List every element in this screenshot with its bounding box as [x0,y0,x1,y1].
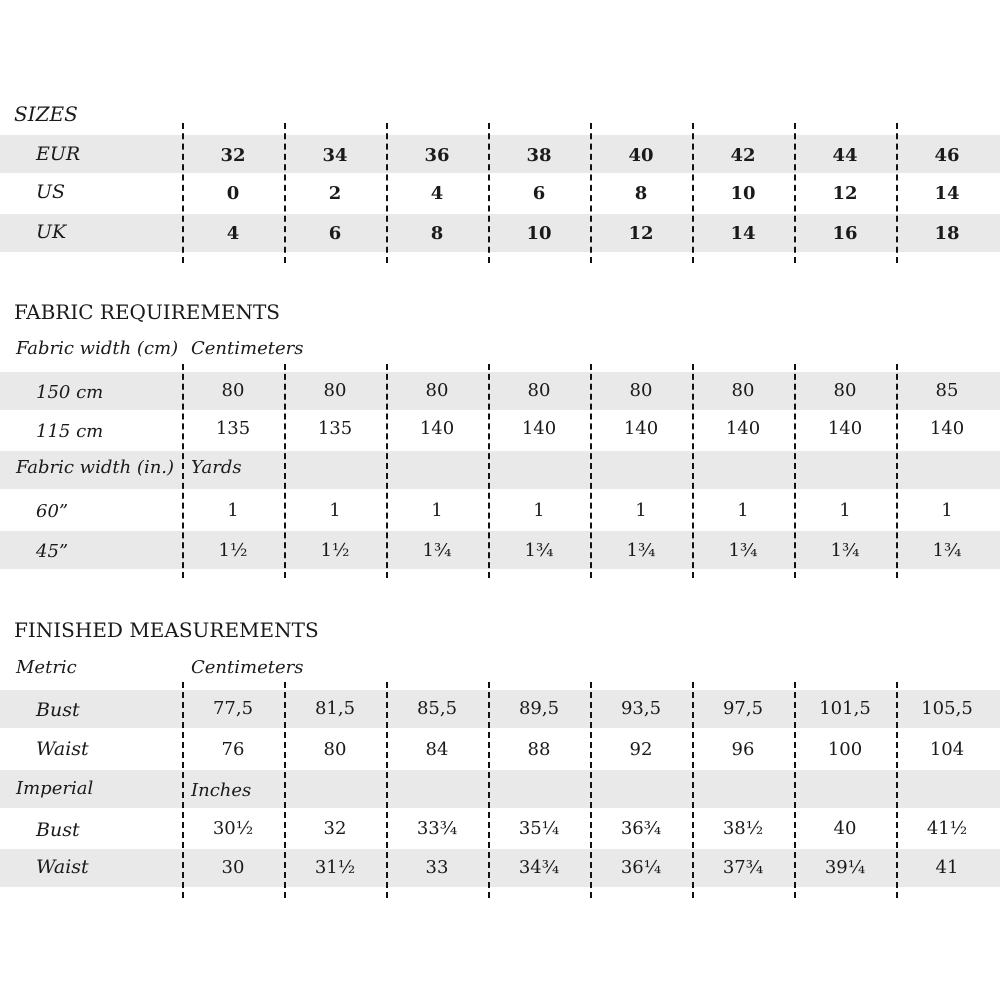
table-row [0,214,1000,252]
table-cell: 1¾ [422,540,452,561]
table-cell: 1 [431,500,443,521]
table-cell: 88 [527,739,551,760]
table-cell: 4 [430,183,444,204]
table-cell: 18 [934,223,960,244]
table-cell: 33 [425,857,449,878]
row-label: EUR [36,143,81,165]
column-divider [488,123,490,263]
table-cell: 38½ [722,818,764,839]
column-divider [692,682,694,898]
table-cell: 100 [827,739,863,760]
table-cell: 34¾ [518,857,560,878]
unit-label: Inches [191,780,252,801]
row-label: 60” [36,501,69,522]
table-cell: 1¾ [932,540,962,561]
table-cell: 14 [730,223,756,244]
table-cell: 14 [934,183,960,204]
table-cell: 80 [527,380,551,401]
table-cell: 80 [221,380,245,401]
table-cell: 1¾ [524,540,554,561]
table-cell: 77,5 [212,698,254,719]
table-cell: 33¾ [416,818,458,839]
table-cell: 10 [730,183,756,204]
table-cell: 140 [827,418,863,439]
table-cell: 80 [323,380,347,401]
table-row [0,810,1000,848]
column-divider [284,123,286,263]
table-cell: 41½ [926,818,968,839]
table-row [0,770,1000,808]
table-cell: 92 [629,739,653,760]
table-cell: 40 [628,145,654,166]
column-divider [386,123,388,263]
table-cell: 40 [833,818,857,839]
column-divider [896,364,898,578]
table-cell: 35¼ [518,818,560,839]
row-label: UK [36,221,67,243]
unit-label: Yards [191,457,242,478]
column-divider [284,682,286,898]
sizes-title: SIZES [14,102,78,126]
table-cell: 80 [323,739,347,760]
table-cell: 1¾ [728,540,758,561]
row-label: Bust [36,699,80,721]
table-row [0,411,1000,449]
table-cell: 76 [221,739,245,760]
table-cell: 80 [833,380,857,401]
table-cell: 4 [226,223,240,244]
column-divider [794,682,796,898]
table-cell: 16 [832,223,858,244]
row-label: Bust [36,819,80,841]
column-divider [590,682,592,898]
finished-title: FINISHED MEASUREMENTS [14,618,319,642]
table-cell: 85,5 [416,698,458,719]
row-label: 150 cm [36,382,104,403]
table-cell: 97,5 [722,698,764,719]
table-cell: 1 [839,500,851,521]
table-cell: 30½ [212,818,254,839]
table-cell: 6 [532,183,546,204]
table-cell: 36¼ [620,857,662,878]
table-cell: 8 [634,183,648,204]
table-cell: 80 [731,380,755,401]
table-cell: 84 [425,739,449,760]
table-cell: 12 [832,183,858,204]
column-divider [896,123,898,263]
table-cell: 36¾ [620,818,662,839]
column-divider [182,123,184,263]
row-label: Waist [36,738,89,760]
table-cell: 81,5 [314,698,356,719]
table-cell: 42 [730,145,756,166]
table-cell: 38 [526,145,552,166]
fabric-title: FABRIC REQUIREMENTS [14,300,280,324]
table-cell: 135 [317,418,353,439]
table-cell: 96 [731,739,755,760]
table-cell: 6 [328,223,342,244]
column-divider [182,682,184,898]
column-divider [794,123,796,263]
table-cell: 39¼ [824,857,866,878]
table-cell: 31½ [314,857,356,878]
group-label: Fabric width (in.) [16,457,175,478]
column-divider [284,364,286,578]
table-cell: 80 [425,380,449,401]
table-cell: 1¾ [626,540,656,561]
column-divider [590,364,592,578]
table-cell: 135 [215,418,251,439]
table-cell: 89,5 [518,698,560,719]
table-cell: 1 [635,500,647,521]
column-divider [590,123,592,263]
table-cell: 46 [934,145,960,166]
column-divider [692,364,694,578]
table-cell: 1 [941,500,953,521]
table-cell: 140 [419,418,455,439]
table-cell: 34 [322,145,348,166]
table-cell: 1 [329,500,341,521]
row-label: 115 cm [36,421,104,442]
row-label: US [36,181,66,203]
row-label: Waist [36,856,89,878]
table-row [0,491,1000,529]
group-label: Imperial [16,778,94,799]
table-cell: 1½ [320,540,350,561]
table-cell: 12 [628,223,654,244]
table-row [0,690,1000,728]
table-cell: 104 [929,739,965,760]
table-cell: 0 [226,183,240,204]
table-row [0,849,1000,887]
table-cell: 32 [220,145,246,166]
table-cell: 32 [323,818,347,839]
table-row [0,451,1000,489]
group-label: Fabric width (cm) [16,338,179,359]
table-cell: 140 [521,418,557,439]
table-cell: 101,5 [819,698,871,719]
table-cell: 8 [430,223,444,244]
table-cell: 93,5 [620,698,662,719]
table-cell: 2 [328,183,342,204]
table-cell: 10 [526,223,552,244]
table-cell: 44 [832,145,858,166]
column-divider [896,682,898,898]
table-cell: 85 [935,380,959,401]
column-divider [692,123,694,263]
column-divider [794,364,796,578]
table-row [0,174,1000,212]
table-cell: 1 [533,500,545,521]
table-cell: 1 [737,500,749,521]
column-divider [386,364,388,578]
column-divider [386,682,388,898]
table-cell: 140 [929,418,965,439]
table-cell: 80 [629,380,653,401]
table-cell: 1¾ [830,540,860,561]
table-row [0,135,1000,173]
table-cell: 140 [623,418,659,439]
column-divider [182,364,184,578]
unit-label: Centimeters [191,657,304,678]
group-label: Metric [16,657,77,678]
table-cell: 30 [221,857,245,878]
table-cell: 1 [227,500,239,521]
table-cell: 36 [424,145,450,166]
table-cell: 37¾ [722,857,764,878]
table-row [0,730,1000,768]
row-label: 45” [36,541,69,562]
table-cell: 1½ [218,540,248,561]
table-cell: 140 [725,418,761,439]
column-divider [488,364,490,578]
column-divider [488,682,490,898]
table-row [0,372,1000,410]
table-cell: 41 [935,857,959,878]
unit-label: Centimeters [191,338,304,359]
table-cell: 105,5 [921,698,973,719]
table-row [0,531,1000,569]
